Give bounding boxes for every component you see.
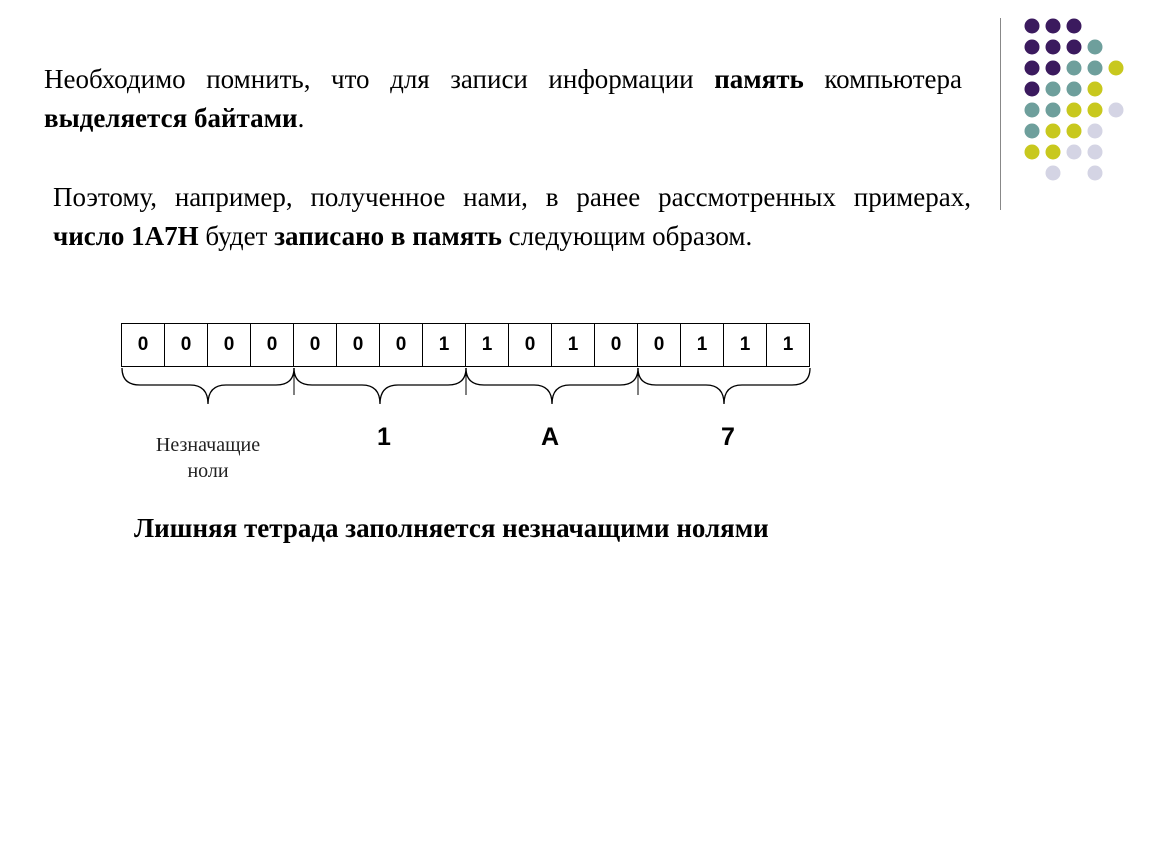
brace-zeros <box>122 368 294 404</box>
group-label-a: A <box>541 423 560 451</box>
decor-dot <box>1088 145 1103 160</box>
bit-cell: 1 <box>423 324 466 366</box>
bit-cell: 0 <box>294 324 337 366</box>
bit-cell: 0 <box>251 324 294 366</box>
bit-cell: 0 <box>122 324 165 366</box>
bit-cell: 0 <box>165 324 208 366</box>
zeros-label-line1: Незначащие <box>155 434 261 456</box>
bit-cell: 0 <box>380 324 423 366</box>
decor-dot <box>1025 61 1040 76</box>
decor-dot <box>1046 82 1061 97</box>
decor-dot <box>1088 40 1103 55</box>
bit-cell: 0 <box>337 324 380 366</box>
brace-7 <box>638 368 810 404</box>
group-label-7: 7 <box>721 423 735 451</box>
bit-cells <box>121 323 810 367</box>
decor-dot <box>1046 124 1061 139</box>
decor-dot <box>1046 19 1061 34</box>
decor-dot <box>1088 124 1103 139</box>
intro-bold-1: память <box>714 64 804 94</box>
decor-dot <box>1046 103 1061 118</box>
bit-cell: 1 <box>681 324 724 366</box>
example-text-1: Поэтому, например, полученное нами, в ранее рассмотренных примерах, <box>53 182 971 212</box>
decor-dot <box>1088 61 1103 76</box>
decor-dot <box>1067 40 1082 55</box>
decor-dot <box>1025 19 1040 34</box>
bit-cell: 0 <box>595 324 638 366</box>
decor-dot <box>1067 124 1082 139</box>
decor-dot <box>1067 82 1082 97</box>
bit-cell: 0 <box>208 324 251 366</box>
zeros-label <box>138 432 278 484</box>
bit-cell: 1 <box>767 324 810 366</box>
decor-dot <box>1046 166 1061 181</box>
decor-dot <box>1109 103 1124 118</box>
decor-dot <box>1025 103 1040 118</box>
bit-cell: 0 <box>509 324 552 366</box>
bit-cell: 1 <box>552 324 595 366</box>
bit-cell: 1 <box>724 324 767 366</box>
bit-cell: 0 <box>638 324 681 366</box>
decor-dot <box>1088 82 1103 97</box>
decor-dot <box>1046 61 1061 76</box>
intro-text-2: компьютера <box>803 64 963 94</box>
decor-dot <box>1067 103 1082 118</box>
intro-bold-2: выделяется байтами <box>44 103 298 133</box>
intro-text-1: Необходимо помнить, что для записи информации <box>44 64 715 94</box>
decor-dot <box>1025 40 1040 55</box>
decor-dots <box>0 0 1150 200</box>
decor-dot <box>1088 103 1103 118</box>
decor-dot <box>1025 82 1040 97</box>
decor-dot <box>1109 61 1124 76</box>
example-bold-2: записано в память <box>274 221 502 251</box>
example-text-2: будет <box>198 221 275 251</box>
decor-dot <box>1088 166 1103 181</box>
group-label-1: 1 <box>377 423 391 451</box>
decor-dot <box>1046 40 1061 55</box>
decor-dot <box>1025 124 1040 139</box>
brace-a <box>466 368 638 404</box>
example-text-3: следующим образом. <box>501 221 753 251</box>
decor-dot <box>1067 145 1082 160</box>
decor-dot <box>1046 145 1061 160</box>
brace-1 <box>294 368 466 404</box>
bit-cell: 1 <box>466 324 509 366</box>
example-bold-1: число 1А7Н <box>53 221 199 251</box>
zeros-label-line2: ноли <box>187 460 229 482</box>
conclusion-text: Лишняя тетрада заполняется незначащими нолями <box>134 513 769 543</box>
decor-dot <box>1025 145 1040 160</box>
decor-dot <box>1067 61 1082 76</box>
decor-dot <box>1067 19 1082 34</box>
intro-text-3: . <box>297 103 305 133</box>
